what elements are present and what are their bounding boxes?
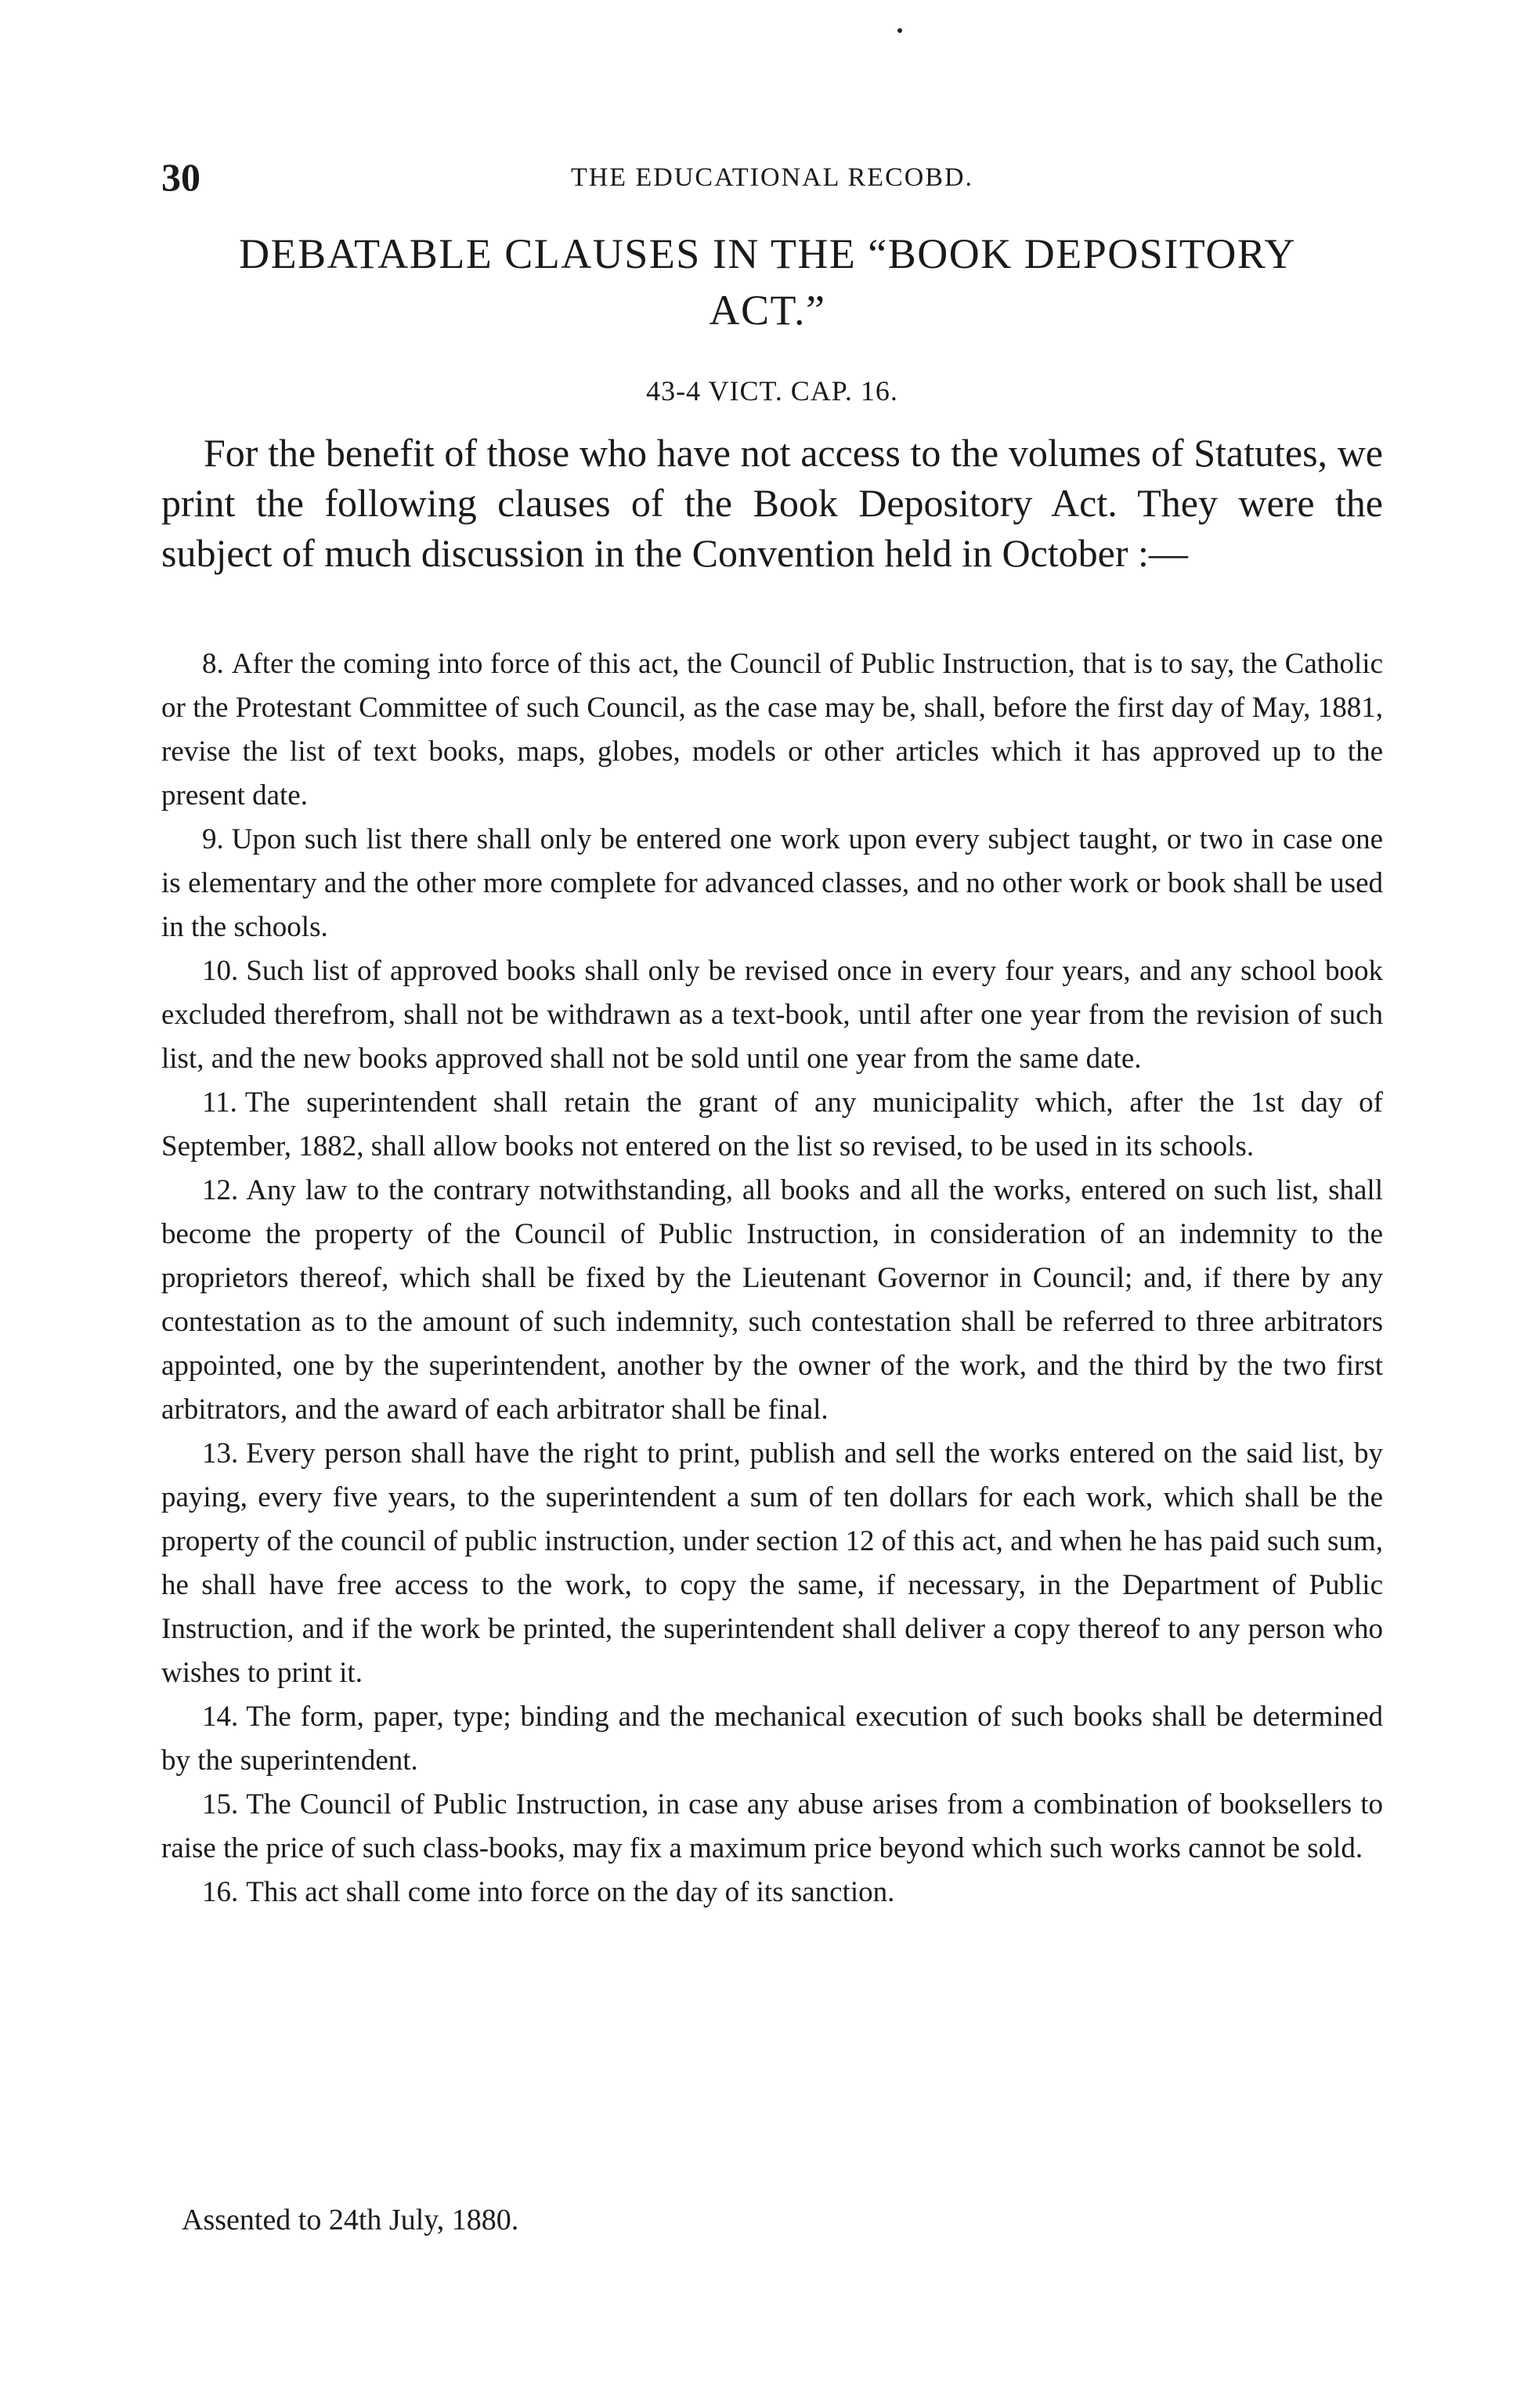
clause-text: The superintendent shall retain the grant of any municipality which, after the 1st day of September, 1882, shall allow books not entered on the list so revised, to be used in its schools. bbox=[161, 1086, 1383, 1162]
clause-9 bbox=[161, 818, 1383, 949]
running-head bbox=[161, 154, 1383, 201]
clause-number: 15. bbox=[202, 1788, 239, 1820]
clause-10 bbox=[161, 949, 1383, 1081]
clause-number: 11. bbox=[202, 1086, 237, 1119]
clause-13 bbox=[161, 1432, 1383, 1695]
clause-number: 12. bbox=[202, 1174, 239, 1206]
clause-number: 16. bbox=[202, 1876, 239, 1908]
clause-text: Any law to the contrary notwithstanding, all books and all the works, entered on such list, shall become the property of the Council of Public Instruction, in consideration of an indemnity to the proprietors thereof, which shall be fixed by the Lieutenant Governor in Council; and, if there by any contestation as to the amount of such indemnity, such contestation shall be referred to three arbitrators appointed, one by the superintendent, another by the owner of the work, and the third by the two first arbitrators, and the award of each arbitrator shall be final. bbox=[161, 1174, 1383, 1426]
clause-number: 8. bbox=[202, 648, 224, 680]
clause-14 bbox=[161, 1695, 1383, 1783]
clause-text: After the coming into force of this act, the Council of Public Instruction, that is to say, the Catholic or the Protestant Committee of such Council, as the case may be, shall, before the first day of May, 1881, revise the list of text books, maps, globes, models or other articles which it has approved up to the present date. bbox=[161, 648, 1383, 812]
print-speck bbox=[897, 28, 902, 33]
clause-number: 14. bbox=[202, 1701, 239, 1733]
assent-line: Assented to 24th July, 1880. bbox=[182, 2204, 519, 2236]
clause-text: The form, paper, type; binding and the mechanical execution of such books shall be determined by the superintendent. bbox=[161, 1701, 1383, 1777]
article-title: DEBATABLE CLAUSES IN THE “BOOK DEPOSITORY ACT.” bbox=[239, 230, 1296, 334]
clause-12 bbox=[161, 1169, 1383, 1432]
clause-text: The Council of Public Instruction, in case any abuse arises from a combination of booksellers to raise the price of such class-books, may fix a maximum price beyond which such works cannot be sold. bbox=[161, 1788, 1383, 1864]
clause-number: 9. bbox=[202, 823, 224, 855]
clause-15 bbox=[161, 1783, 1383, 1871]
act-citation: 43-4 VICT. CAP. 16. bbox=[646, 375, 898, 407]
intro-paragraph: For the benefit of those who have not access to the volumes of Statutes, we print the following clauses of the Book Depository Act. They were the subject of much discussion in the Convention held in October :— bbox=[161, 431, 1383, 575]
clause-number: 10. bbox=[202, 955, 239, 987]
clause-text: Such list of approved books shall only be revised once in every four years, and any school book excluded therefrom, shall not be withdrawn as a text-book, until after one year from the revision of such list, and the new books approved shall not be sold until one year from the same date. bbox=[161, 955, 1383, 1075]
clause-text: Upon such list there shall only be entered one work upon every subject taught, or two in case one is elementary and the other more complete for advanced classes, and no other work or book shall be used in the schools. bbox=[161, 823, 1383, 943]
page-number: 30 bbox=[161, 155, 200, 199]
clause-number: 13. bbox=[202, 1437, 239, 1470]
clause-list bbox=[161, 642, 1383, 1914]
clause-16 bbox=[161, 1871, 1383, 1914]
journal-title: THE EDUCATIONAL RECOBD. bbox=[570, 163, 974, 192]
clause-text: This act shall come into force on the day of its sanction. bbox=[246, 1876, 895, 1908]
clause-11 bbox=[161, 1081, 1383, 1169]
clause-text: Every person shall have the right to print, publish and sell the works entered on the said list, by paying, every five years, to the superintendent a sum of ten dollars for each work, which shall be the property of the council of public instruction, under section 12 of this act, and when he has paid such sum, he shall have free access to the work, to copy the same, if necessary, in the Department of Public Instruction, and if the work be printed, the superintendent shall deliver a copy thereof to any person who wishes to print it. bbox=[161, 1437, 1383, 1689]
clause-8 bbox=[161, 642, 1383, 818]
